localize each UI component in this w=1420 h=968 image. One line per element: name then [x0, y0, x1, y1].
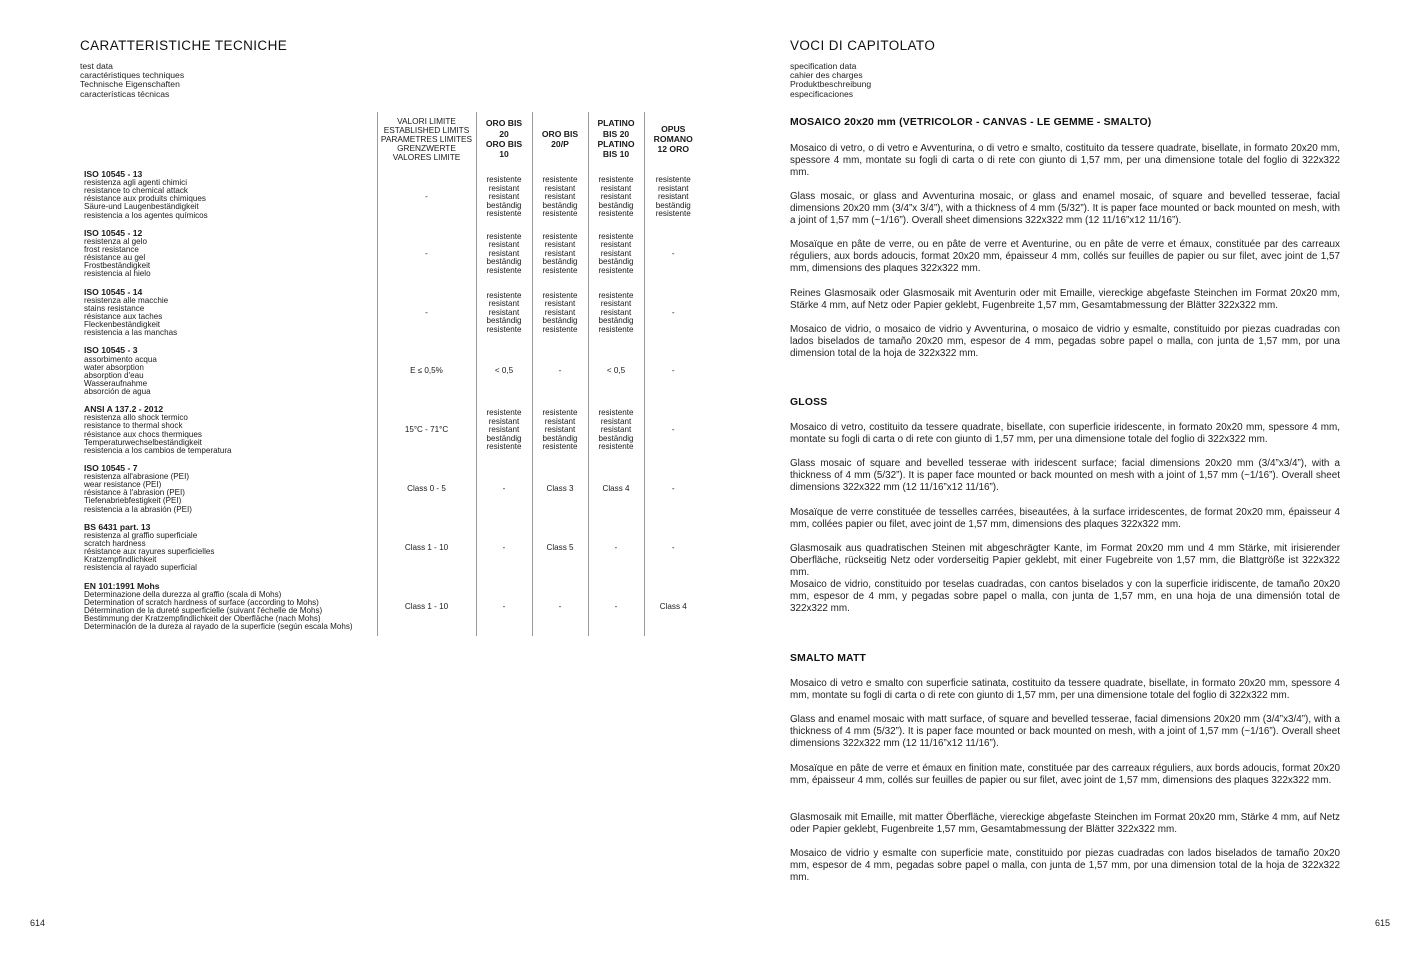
criteria-label: absorption d'eau: [84, 370, 144, 380]
value-line: resistant: [600, 248, 632, 258]
value-line: resistant: [488, 425, 520, 435]
value-line: -: [502, 484, 506, 494]
value-line: resistant: [488, 307, 520, 317]
value-line: resistant: [657, 183, 689, 193]
header-product-line: 20/P: [551, 139, 569, 149]
header-limits-line: GRENZWERTE: [397, 142, 456, 153]
limit-cell: Class 1 - 10: [377, 519, 476, 578]
value-line: -: [671, 366, 675, 376]
criteria-label: résistance à l'abrasion (PEI): [84, 488, 185, 498]
criteria-cell: [79, 460, 377, 519]
value-line: resistant: [544, 248, 576, 258]
criteria-label: frost resistance: [84, 245, 139, 255]
criteria-label: resistencia al hielo: [84, 269, 151, 279]
criteria-label: resistance to thermal shock: [84, 421, 183, 431]
value-line: resistente: [486, 209, 522, 219]
header-limits-line: PARAMETRES LIMITES: [380, 133, 473, 144]
value-cell: [476, 225, 532, 284]
standard-code: ANSI A 137.2 - 2012: [84, 404, 164, 415]
value-line: resistente: [486, 408, 522, 418]
paragraph-it: Mosaico di vetro, o di vetro e Avventurina, o di vetro e smalto, costituito da tessere quadrate, bisellate, in formato 20x20 mm, spessore 4 mm, montate su fogli di carta o di rete con giunto di 1,57 mm, per una dimensione totale del foglio di 322x322 mm.: [790, 143, 1340, 179]
value-cell: [644, 578, 702, 637]
criteria-label: stains resistance: [84, 303, 145, 313]
standard-code: ISO 10545 - 14: [84, 286, 143, 297]
subtitle-list-specification: [790, 62, 871, 99]
value-line: resistant: [544, 307, 576, 317]
value-line: beständig: [486, 316, 522, 326]
value-line: resistente: [486, 324, 522, 334]
header-criteria: [79, 112, 377, 166]
subtitle: caractéristiques techniques: [80, 70, 185, 81]
value-cell: [644, 342, 702, 401]
paragraph-de: Glasmosaik mit Emaille, mit matter Öberfläche, viereckige abgefaste Steinchen im Format 20x20 mm, Stärke 4 mm, auf Netz oder Papier geklebt, Fugenbreite 1,57 mm, Gesamtabmessung der Blätter 322x322 mm.: [790, 812, 1340, 836]
criteria-cell: [79, 578, 377, 637]
value-line: resistant: [544, 183, 576, 193]
value-cell: [532, 166, 588, 225]
header-product-line: OPUS: [661, 123, 686, 134]
header-product: [532, 112, 588, 166]
value-line: -: [502, 601, 506, 611]
value-cell: [476, 460, 532, 519]
value-cell: [588, 225, 644, 284]
criteria-label: resistencia a la abrasión (PEI): [84, 504, 192, 514]
value-cell: [532, 284, 588, 343]
value-line: resistente: [542, 231, 578, 241]
value-line: resistant: [544, 192, 576, 202]
value-cell: [476, 166, 532, 225]
criteria-cell: [79, 342, 377, 401]
criteria-label: Säure-und Laugenbeständigkeit: [84, 202, 199, 212]
value-line: resistente: [486, 231, 522, 241]
header-product-line: 12 ORO: [657, 144, 690, 155]
page-title-specification: VOCI DI CAPITOLATO: [790, 38, 936, 53]
value-line: resistant: [488, 416, 520, 426]
section-heading-smalto-matt: SMALTO MATT: [790, 653, 867, 664]
standard-code: ISO 10545 - 7: [84, 462, 138, 473]
value-line: resistant: [600, 416, 632, 426]
value-line: -: [671, 307, 675, 317]
table-header-row: [79, 112, 702, 166]
value-line: resistente: [542, 174, 578, 184]
criteria-label: Tiefenabriebfestigkeit (PEI): [84, 496, 182, 506]
value-cell: [532, 578, 588, 637]
paragraph-es: Mosaico de vidrio y esmalte con superficie mate, constituido por piezas cuadradas con lados biselados de tamaño 20x20 mm, espesor de 4 mm, pegadas sobre papel o malla, con junta de 1,57 mm, por una dimension total de la hoja de 322x322 mm.: [790, 848, 1340, 884]
criteria-label: Bestimmung der Kratzempfindlichkeit der Oberfläche (nach Mohs): [84, 614, 321, 624]
criteria-label: résistance aux taches: [84, 311, 163, 321]
paragraph-fr: Mosaïque en pâte de verre, ou en pâte de verre et Aventurine, ou en pâte de verre et émaux, constituée par des carreaux réguliers, aux bords adoucis, format 20x20 mm, épaisseur 4 mm, collés sur feuilles de papier ou sur filet, avec joint de 1,57 mm, dimensions des plaques 322x322 mm.: [790, 239, 1340, 275]
criteria-label: Determinación de la dureza al rayado de la superficie (según escala Mohs): [84, 622, 353, 632]
value-line: beständig: [486, 433, 522, 443]
header-limits-line: ESTABLISHED LIMITS: [383, 124, 470, 135]
standard-code: ISO 10545 - 13: [84, 169, 143, 179]
value-cell: [588, 284, 644, 343]
subtitle: test data: [80, 61, 113, 71]
value-line: beständig: [542, 316, 578, 326]
limit-cell: -: [377, 284, 476, 343]
paragraph-en: Glass and enamel mosaic with matt surface, of square and bevelled tesserae, facial dimensions 20x20 mm (3/4”x3/4”), with a thickness of 4 mm (5/32”). It is paper face mounted or back mounted on mesh, with a joint of 1,57 mm (~1/16”). Overall sheet dimensions 322x322 mm (12 11/16”x12 11/16”).: [790, 714, 1340, 750]
value-cell: [644, 519, 702, 578]
value-cell: [532, 342, 588, 401]
value-line: beständig: [598, 257, 634, 267]
table-row: [79, 284, 702, 343]
subtitle: Produktbeschreibung: [790, 79, 872, 90]
value-cell: [532, 460, 588, 519]
value-cell: [644, 460, 702, 519]
value-line: beständig: [486, 257, 522, 267]
criteria-label: resistenza al graffio superficiale: [84, 530, 198, 540]
value-line: resistant: [600, 425, 632, 435]
value-cell: [588, 578, 644, 637]
table-row: [79, 519, 702, 578]
criteria-label: resistencia a los cambios de temperatura: [84, 445, 232, 455]
value-line: resistant: [488, 299, 520, 309]
value-line: resistente: [542, 266, 578, 276]
value-line: beständig: [655, 200, 691, 210]
value-line: -: [671, 484, 675, 494]
criteria-label: scratch hardness: [84, 539, 146, 549]
header-limits: [377, 112, 476, 166]
criteria-label: Determinazione della durezza al graffio (scala di Mohs): [84, 589, 282, 599]
value-line: resistente: [486, 442, 522, 452]
section-heading-mosaico: MOSAICO 20x20 mm (VETRICOLOR - CANVAS - LE GEMME - SMALTO): [790, 117, 1152, 128]
header-product-line: ORO BIS: [485, 139, 523, 149]
criteria-label: resistencia al rayado superficial: [84, 563, 197, 573]
criteria-cell: [79, 166, 377, 225]
criteria-label: résistance aux produits chimiques: [84, 194, 206, 204]
table-row: [79, 578, 702, 637]
criteria-label: resistenza allo shock termico: [84, 413, 188, 423]
limit-cell: -: [377, 166, 476, 225]
value-line: resistente: [598, 324, 634, 334]
value-line: Class 5: [546, 542, 574, 552]
paragraph-fr: Mosaïque de verre constituée de tesselles carrées, biseautées, à la surface irridescentes, de format 20x20 mm, épaisseur 4 mm, collées papier ou filet, avec joint de 1,57 mm, dimensions des plaques 322x322 mm.: [790, 507, 1340, 531]
paragraph-fr: Mosaïque en pâte de verre et émaux en finition mate, constituée par des carreaux réguliers, aux bords adoucis, format 20x20 mm, épaisseur 4 mm, collés sur feuilles de papier ou sur filet, avec joint de 1,57 mm, dimensions des plaques 322x322 mm.: [790, 763, 1340, 787]
header-product-line: ORO BIS: [541, 128, 579, 139]
value-cell: [476, 401, 532, 460]
value-cell: [644, 225, 702, 284]
paragraph-en: Glass mosaic of square and bevelled tesserae with iridescent surface; facial dimensions 20x20 mm (3/4”x3/4”), with a thickness of 4 mm (5/32”). It is paper face mounted or back mounted on mesh with a joint of 1,57 mm (~1/16”). Overall sheet dimensions 322x322 mm (12 11/16”x12 11/16”).: [790, 458, 1340, 494]
value-cell: [532, 225, 588, 284]
value-line: resistant: [600, 299, 632, 309]
value-line: < 0,5: [494, 366, 514, 376]
right-page: [710, 0, 1420, 968]
header-product-line: PLATINO: [597, 139, 635, 149]
value-cell: [532, 401, 588, 460]
limit-cell: Class 1 - 10: [377, 578, 476, 637]
page-title-technical: CARATTERISTICHE TECNICHE: [80, 38, 288, 53]
header-limits-line: VALORES LIMITE: [392, 151, 461, 162]
standard-code: ISO 10545 - 12: [84, 227, 143, 238]
standard-code: BS 6431 part. 13: [84, 521, 151, 532]
value-line: Class 4: [659, 601, 687, 611]
table-row: [79, 401, 702, 460]
limit-cell: Class 0 - 5: [377, 460, 476, 519]
technical-data-table: [79, 112, 702, 636]
value-line: resistant: [544, 416, 576, 426]
subtitle: especificaciones: [790, 88, 854, 99]
value-line: resistant: [600, 183, 632, 193]
value-line: -: [558, 601, 562, 611]
value-line: resistente: [542, 209, 578, 219]
value-line: resistant: [600, 240, 632, 250]
criteria-label: water absorption: [84, 362, 144, 372]
criteria-label: resistenza al gelo: [84, 237, 147, 246]
header-limits-line: VALORI LIMITE: [397, 115, 456, 126]
paragraph-es: Mosaico de vidrio, o mosaico de vidrio y Avventurina, o mosaico de vidrio y esmalte, constituido por piezas cuadradas con lados biselados de tamaño 20x20 mm, espesor de 4 mm, pegadas sobre papel o malla, con junta de 1,57 mm, por una dimension total de la hoja de 322x322 mm.: [790, 324, 1340, 360]
table-row: [79, 342, 702, 401]
value-line: beständig: [598, 433, 634, 443]
criteria-label: Temperaturwechselbeständigkeit: [84, 437, 202, 447]
paragraph-en: Glass mosaic, or glass and Avventurina mosaic, or glass and enamel mosaic, of square and bevelled tesserae, facial dimensions 20x20 mm (3/4”x 3/4”), with a thickness of 4 mm (5/32”). It is paper face mounted or back mounted on mesh, with a joint of 1,57 mm (~1/16”). Overall sheet dimensions 322x322 mm (12 11/16”x12 11/16”).: [790, 191, 1340, 227]
criteria-label: résistance aux rayures superficielles: [84, 547, 215, 557]
criteria-label: Kratzempfindlichkeit: [84, 555, 157, 565]
criteria-label: assorbimento acqua: [84, 354, 157, 364]
header-product-line: BIS 10: [602, 149, 630, 160]
header-product-line: ROMANO: [653, 133, 693, 144]
criteria-label: Frostbeständigkeit: [84, 261, 151, 271]
value-line: beständig: [542, 257, 578, 267]
subtitle: características técnicas: [80, 88, 170, 99]
header-product: [588, 112, 644, 166]
header-product: [644, 112, 702, 166]
value-cell: [532, 519, 588, 578]
value-line: resistente: [598, 442, 634, 452]
header-product-line: BIS 20: [602, 128, 630, 139]
value-cell: [644, 166, 702, 225]
criteria-label: Fleckenbeständigkeit: [84, 320, 161, 330]
section-heading-gloss: GLOSS: [790, 397, 828, 408]
value-line: -: [614, 542, 618, 552]
value-line: beständig: [542, 200, 578, 210]
limit-cell: -: [377, 225, 476, 284]
standard-code: EN 101:1991 Mohs: [84, 580, 160, 591]
limit-cell: 15°C - 71°C: [377, 401, 476, 460]
page-number-left: 614: [30, 918, 46, 928]
value-line: resistente: [542, 442, 578, 452]
subtitle-list-technical: [80, 62, 184, 99]
header-product-line: PLATINO: [597, 118, 635, 129]
value-line: Class 4: [602, 484, 630, 494]
value-line: resistant: [488, 192, 520, 202]
value-line: -: [614, 601, 618, 611]
value-line: resistente: [542, 324, 578, 334]
criteria-label: wear resistance (PEI): [84, 480, 162, 490]
subtitle: Technische Eigenschaften: [80, 79, 180, 90]
paragraph-es: Mosaico de vidrio, constituido por teselas cuadradas, con cantos biselados y con la superficie iridiscente, de tamaño 20x20 mm, espesor de 4 mm, y pegadas sobre papel o malla, con junta de 1,57 mm, en una hoja de una dimensión total de 322x322 mm.: [790, 579, 1340, 615]
criteria-label: résistance au gel: [84, 253, 146, 263]
criteria-cell: [79, 519, 377, 578]
paragraph-it: Mosaico di vetro, costituito da tessere quadrate, bisellate, con superficie iridescente, in formato 20x20 mm, spessore 4 mm, montate su fogli di carta o di rete con giunto di 1,57 mm, per una dimensione totale del foglio di 322x322 mm.: [790, 422, 1340, 446]
value-cell: [588, 166, 644, 225]
header-product: [476, 112, 532, 166]
value-line: resistente: [486, 266, 522, 276]
table-row: [79, 166, 702, 225]
value-line: < 0,5: [606, 366, 626, 376]
value-line: resistente: [598, 290, 634, 300]
value-cell: [644, 284, 702, 343]
value-line: resistant: [488, 183, 520, 193]
value-line: -: [502, 542, 506, 552]
criteria-cell: [79, 401, 377, 460]
value-line: resistente: [598, 231, 634, 241]
value-cell: [476, 342, 532, 401]
value-cell: [588, 401, 644, 460]
criteria-label: Wasseraufnahme: [84, 378, 148, 388]
paragraph-de: Glasmosaik aus quadratischen Steinen mit abgeschrägter Kante, im Format 20x20 mm und 4 mm Stärke, mit irisierender Oberfläche, rückseitig Netz oder vorderseitig Papier geklebt, mit einer Fugebreite von 1,57 mm, die Blattgröße ist 322x322 mm.: [790, 543, 1340, 579]
header-product-line: 10: [499, 149, 509, 160]
value-line: resistente: [542, 290, 578, 300]
table-row: [79, 460, 702, 519]
value-line: resistant: [600, 192, 632, 202]
page-number-right: 615: [1374, 918, 1390, 928]
header-product-line: 20: [499, 128, 509, 139]
value-line: resistant: [488, 240, 520, 250]
value-line: resistente: [598, 209, 634, 219]
value-line: beständig: [598, 316, 634, 326]
value-cell: [644, 401, 702, 460]
value-cell: [476, 578, 532, 637]
criteria-label: resistance to chemical attack: [84, 186, 188, 196]
value-line: beständig: [486, 200, 522, 210]
paragraph-it: Mosaico di vetro e smalto con superficie satinata, costituito da tessere quadrate, bisellate, in formato 20x20 mm, spessore 4 mm, montate su fogli di carta o di rete con giunto di 1,57 mm, per una dimensione totale del foglio di 322x322 mm.: [790, 678, 1340, 702]
value-line: resistant: [544, 299, 576, 309]
subtitle: specification data: [790, 61, 857, 71]
header-product-line: ORO BIS: [485, 118, 523, 129]
value-line: -: [671, 542, 675, 552]
value-line: resistente: [598, 266, 634, 276]
value-line: resistente: [598, 408, 634, 418]
value-cell: [588, 342, 644, 401]
value-cell: [588, 519, 644, 578]
value-line: resistant: [544, 425, 576, 435]
value-cell: [588, 460, 644, 519]
criteria-label: resistenza all'abrasione (PEI): [84, 472, 190, 482]
value-line: -: [671, 248, 675, 258]
criteria-cell: [79, 284, 377, 343]
value-line: resistente: [598, 174, 634, 184]
subtitle: cahier des charges: [790, 70, 863, 81]
table-row: [79, 225, 702, 284]
value-cell: [476, 284, 532, 343]
criteria-label: absorción de agua: [84, 386, 151, 396]
criteria-cell: [79, 225, 377, 284]
value-line: resistente: [542, 408, 578, 418]
criteria-label: résistance aux chocs thermiques: [84, 429, 202, 439]
criteria-label: Determination of scratch hardness of surface (according to Mohs): [84, 597, 319, 607]
criteria-label: resistencia a los agentes químicos: [84, 210, 208, 220]
value-line: beständig: [542, 433, 578, 443]
value-line: resistant: [600, 307, 632, 317]
value-line: beständig: [598, 200, 634, 210]
limit-cell: E ≤ 0,5%: [377, 342, 476, 401]
value-line: resistente: [655, 209, 691, 219]
value-line: resistant: [488, 248, 520, 258]
value-cell: [476, 519, 532, 578]
value-line: resistant: [657, 192, 689, 202]
paragraph-de: Reines Glasmosaik oder Glasmosaik mit Aventurin oder mit Emaille, viereckige abgefaste Steinchen im Format 20x20 mm, Stärke 4 mm, auf Netz oder Papier geklebt, Fugenbreite 1,57 mm, Gesamtabmessung der Blätter 322x322 mm.: [790, 288, 1340, 312]
criteria-label: resistenza agli agenti chimici: [84, 178, 188, 188]
value-line: resistant: [544, 240, 576, 250]
value-line: resistente: [486, 174, 522, 184]
value-line: -: [671, 425, 675, 435]
criteria-label: resistenza alle macchie: [84, 295, 169, 305]
criteria-label: resistencia a las manchas: [84, 328, 178, 338]
criteria-label: Détermination de la dureté superficielle (suivant l'échelle de Mohs): [84, 605, 323, 615]
value-line: -: [558, 366, 562, 376]
value-line: resistente: [486, 290, 522, 300]
standard-code: ISO 10545 - 3: [84, 345, 138, 356]
value-line: resistente: [655, 174, 691, 184]
value-line: Class 3: [546, 484, 574, 494]
